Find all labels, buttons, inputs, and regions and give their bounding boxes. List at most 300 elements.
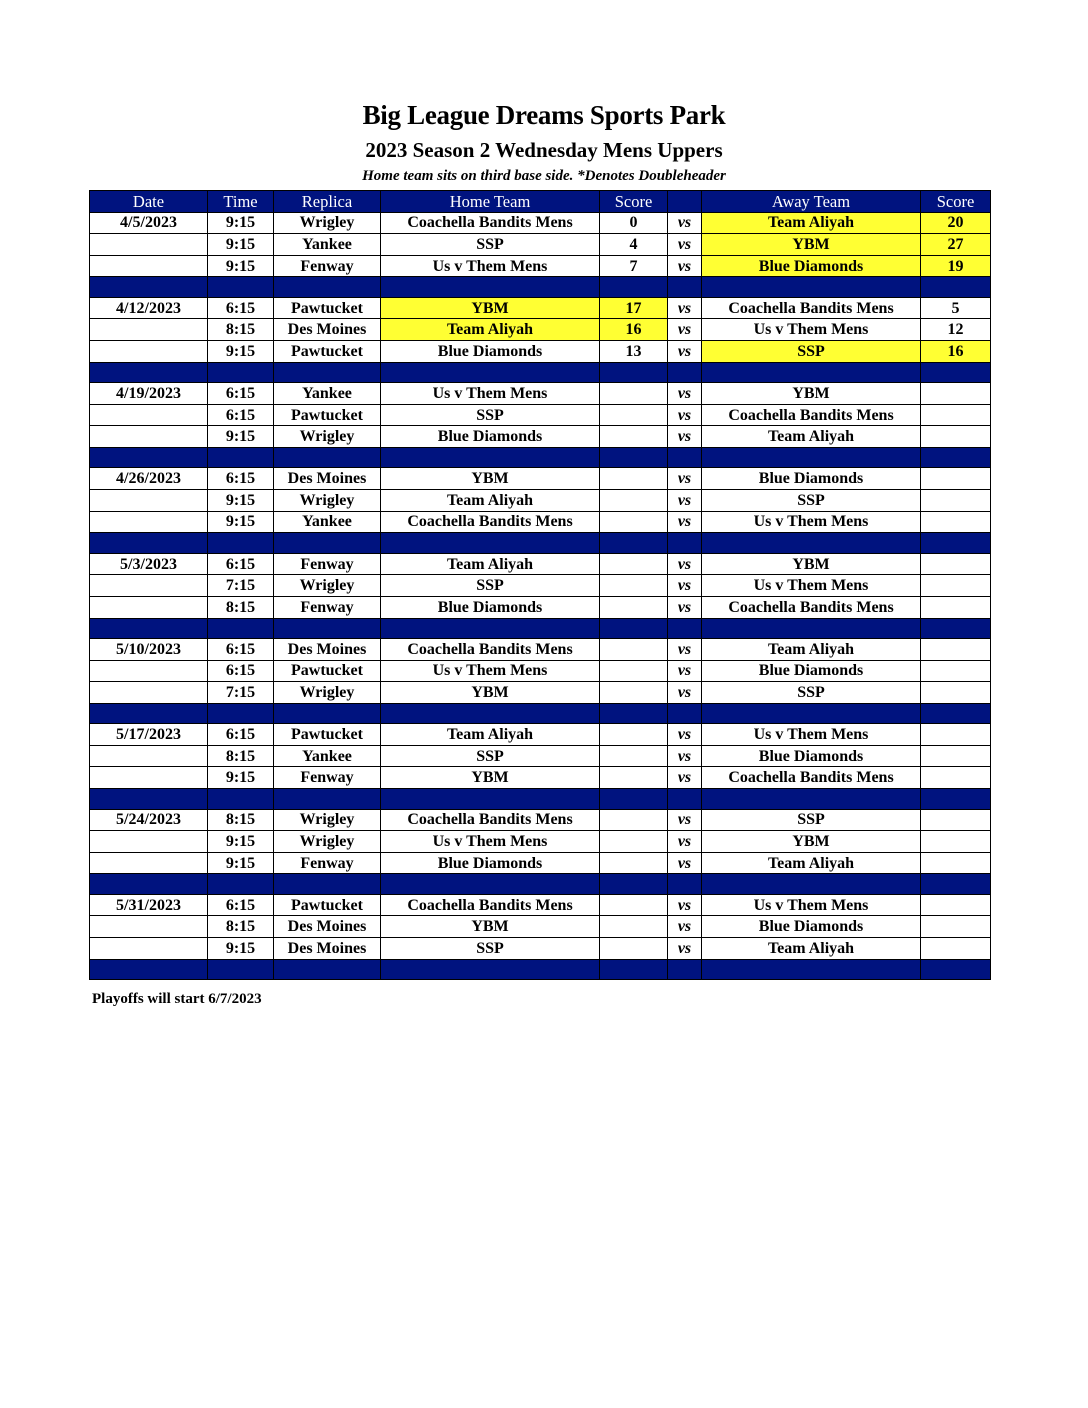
separator-cell: [600, 874, 668, 895]
game-time: 9:15: [208, 767, 274, 789]
home-score: 7: [600, 255, 668, 277]
away-team: Coachella Bandits Mens: [702, 767, 921, 789]
game-row: [90, 297, 991, 319]
home-score: [600, 426, 668, 448]
home-team: Us v Them Mens: [381, 255, 600, 277]
vs-label: vs: [668, 468, 702, 490]
game-field: Fenway: [274, 553, 381, 575]
away-score: [921, 682, 991, 704]
game-field: Fenway: [274, 852, 381, 874]
away-score: [921, 639, 991, 661]
game-row: [90, 575, 991, 597]
game-time: 9:15: [208, 511, 274, 533]
home-score: [600, 639, 668, 661]
separator-cell: [274, 874, 381, 895]
vs-label: vs: [668, 767, 702, 789]
game-time: 9:15: [208, 938, 274, 960]
away-team: Team Aliyah: [702, 852, 921, 874]
away-team: Us v Them Mens: [702, 894, 921, 916]
game-time: 9:15: [208, 234, 274, 256]
home-team: Blue Diamonds: [381, 426, 600, 448]
separator-cell: [381, 533, 600, 554]
home-team: SSP: [381, 745, 600, 767]
vs-label: vs: [668, 894, 702, 916]
game-field: Wrigley: [274, 426, 381, 448]
separator-cell: [90, 533, 208, 554]
away-team: SSP: [702, 682, 921, 704]
separator-cell: [702, 789, 921, 810]
game-row: [90, 511, 991, 533]
game-time: 8:15: [208, 319, 274, 341]
separator-cell: [90, 874, 208, 895]
vs-label: vs: [668, 745, 702, 767]
away-score: [921, 724, 991, 746]
separator-cell: [208, 533, 274, 554]
separator-cell: [274, 277, 381, 298]
game-time: 9:15: [208, 341, 274, 363]
home-team: Coachella Bandits Mens: [381, 809, 600, 831]
separator-cell: [668, 959, 702, 980]
separator-cell: [921, 959, 991, 980]
separator-cell: [702, 533, 921, 554]
game-row: [90, 383, 991, 405]
home-score: [600, 660, 668, 682]
separator-cell: [90, 362, 208, 383]
game-date: [90, 511, 208, 533]
game-row: [90, 212, 991, 234]
home-score: [600, 767, 668, 789]
separator-cell: [600, 789, 668, 810]
home-team: Blue Diamonds: [381, 341, 600, 363]
game-field: Wrigley: [274, 575, 381, 597]
away-score: [921, 660, 991, 682]
game-row: [90, 831, 991, 853]
game-date: 5/10/2023: [90, 639, 208, 661]
game-date: [90, 916, 208, 938]
separator-cell: [668, 703, 702, 724]
vs-label: vs: [668, 831, 702, 853]
away-score: [921, 490, 991, 512]
col-header-home-team: Home Team: [381, 191, 600, 213]
game-field: Pawtucket: [274, 660, 381, 682]
game-row: [90, 468, 991, 490]
game-row: [90, 852, 991, 874]
home-score: 16: [600, 319, 668, 341]
game-field: Fenway: [274, 767, 381, 789]
separator-cell: [600, 618, 668, 639]
home-team: SSP: [381, 575, 600, 597]
away-team: Us v Them Mens: [702, 319, 921, 341]
game-date: [90, 319, 208, 341]
schedule-note: Home team sits on third base side. *Denotes Doubleheader: [362, 168, 726, 184]
away-score: [921, 404, 991, 426]
separator-cell: [600, 533, 668, 554]
separator-cell: [90, 618, 208, 639]
game-time: 8:15: [208, 596, 274, 618]
home-team: Us v Them Mens: [381, 383, 600, 405]
game-row: [90, 404, 991, 426]
separator-cell: [381, 362, 600, 383]
game-field: Wrigley: [274, 809, 381, 831]
game-date: [90, 234, 208, 256]
away-team: Coachella Bandits Mens: [702, 297, 921, 319]
home-team: Coachella Bandits Mens: [381, 639, 600, 661]
separator-cell: [274, 959, 381, 980]
game-time: 8:15: [208, 745, 274, 767]
home-score: 13: [600, 341, 668, 363]
separator-cell: [921, 362, 991, 383]
game-row: [90, 724, 991, 746]
col-header-away-team: Away Team: [702, 191, 921, 213]
game-time: 9:15: [208, 852, 274, 874]
vs-label: vs: [668, 852, 702, 874]
col-header-away-score: Score: [921, 191, 991, 213]
game-field: Yankee: [274, 383, 381, 405]
home-team: SSP: [381, 938, 600, 960]
separator-cell: [274, 447, 381, 468]
week-separator: [90, 789, 991, 810]
separator-cell: [208, 362, 274, 383]
vs-label: vs: [668, 639, 702, 661]
game-time: 9:15: [208, 831, 274, 853]
separator-cell: [668, 533, 702, 554]
home-team: Blue Diamonds: [381, 596, 600, 618]
separator-cell: [274, 618, 381, 639]
game-time: 8:15: [208, 916, 274, 938]
home-score: 0: [600, 212, 668, 234]
home-team: YBM: [381, 767, 600, 789]
home-team: SSP: [381, 234, 600, 256]
separator-cell: [381, 618, 600, 639]
away-score: [921, 426, 991, 448]
week-separator: [90, 703, 991, 724]
game-time: 6:15: [208, 894, 274, 916]
away-score: 12: [921, 319, 991, 341]
vs-label: vs: [668, 916, 702, 938]
separator-cell: [208, 703, 274, 724]
home-score: [600, 831, 668, 853]
separator-cell: [90, 959, 208, 980]
separator-cell: [668, 618, 702, 639]
home-team: YBM: [381, 682, 600, 704]
game-time: 6:15: [208, 553, 274, 575]
week-separator: [90, 874, 991, 895]
game-date: [90, 404, 208, 426]
week-separator: [90, 618, 991, 639]
separator-cell: [702, 277, 921, 298]
away-team: YBM: [702, 553, 921, 575]
game-row: [90, 894, 991, 916]
away-score: [921, 767, 991, 789]
home-team: Us v Them Mens: [381, 831, 600, 853]
week-separator: [90, 362, 991, 383]
home-score: 4: [600, 234, 668, 256]
game-time: 6:15: [208, 724, 274, 746]
away-score: [921, 831, 991, 853]
game-date: [90, 575, 208, 597]
game-time: 8:15: [208, 809, 274, 831]
away-score: 5: [921, 297, 991, 319]
game-row: [90, 341, 991, 363]
separator-cell: [600, 277, 668, 298]
home-team: Team Aliyah: [381, 553, 600, 575]
week-separator: [90, 277, 991, 298]
away-team: Us v Them Mens: [702, 724, 921, 746]
game-date: [90, 682, 208, 704]
game-field: Wrigley: [274, 490, 381, 512]
game-date: [90, 745, 208, 767]
vs-label: vs: [668, 212, 702, 234]
week-separator: [90, 533, 991, 554]
game-time: 6:15: [208, 660, 274, 682]
separator-cell: [208, 618, 274, 639]
vs-label: vs: [668, 383, 702, 405]
home-team: Blue Diamonds: [381, 852, 600, 874]
away-team: SSP: [702, 809, 921, 831]
col-header-date: Date: [90, 191, 208, 213]
game-time: 9:15: [208, 426, 274, 448]
vs-label: vs: [668, 553, 702, 575]
game-time: 6:15: [208, 639, 274, 661]
separator-cell: [921, 789, 991, 810]
game-time: 6:15: [208, 468, 274, 490]
game-row: [90, 426, 991, 448]
schedule-body: [90, 212, 991, 980]
separator-cell: [668, 277, 702, 298]
home-team: Coachella Bandits Mens: [381, 212, 600, 234]
game-date: [90, 938, 208, 960]
game-date: 4/12/2023: [90, 297, 208, 319]
vs-label: vs: [668, 575, 702, 597]
game-field: Des Moines: [274, 319, 381, 341]
separator-cell: [702, 874, 921, 895]
vs-label: vs: [668, 341, 702, 363]
game-time: 6:15: [208, 404, 274, 426]
page-title: Big League Dreams Sports Park: [362, 100, 726, 130]
away-team: Coachella Bandits Mens: [702, 596, 921, 618]
home-score: [600, 468, 668, 490]
game-field: Pawtucket: [274, 297, 381, 319]
game-row: [90, 596, 991, 618]
separator-cell: [600, 959, 668, 980]
away-score: [921, 938, 991, 960]
game-date: 4/5/2023: [90, 212, 208, 234]
away-team: Blue Diamonds: [702, 468, 921, 490]
home-score: [600, 553, 668, 575]
col-header-home-score: Score: [600, 191, 668, 213]
separator-cell: [90, 277, 208, 298]
away-score: 27: [921, 234, 991, 256]
separator-cell: [274, 703, 381, 724]
vs-label: vs: [668, 490, 702, 512]
col-header-replica: Replica: [274, 191, 381, 213]
game-date: 4/26/2023: [90, 468, 208, 490]
home-team: Coachella Bandits Mens: [381, 894, 600, 916]
separator-cell: [208, 789, 274, 810]
separator-cell: [208, 447, 274, 468]
separator-cell: [208, 874, 274, 895]
away-team: YBM: [702, 831, 921, 853]
away-team: Team Aliyah: [702, 426, 921, 448]
separator-cell: [274, 362, 381, 383]
separator-cell: [668, 447, 702, 468]
separator-cell: [381, 447, 600, 468]
away-team: Us v Them Mens: [702, 575, 921, 597]
game-field: Des Moines: [274, 468, 381, 490]
separator-cell: [921, 703, 991, 724]
game-date: [90, 426, 208, 448]
game-time: 9:15: [208, 212, 274, 234]
separator-cell: [668, 789, 702, 810]
vs-label: vs: [668, 938, 702, 960]
game-row: [90, 255, 991, 277]
separator-cell: [381, 789, 600, 810]
game-date: 4/19/2023: [90, 383, 208, 405]
col-header-time: Time: [208, 191, 274, 213]
game-field: Des Moines: [274, 938, 381, 960]
game-date: [90, 596, 208, 618]
home-score: 17: [600, 297, 668, 319]
away-score: [921, 553, 991, 575]
home-score: [600, 809, 668, 831]
game-field: Des Moines: [274, 639, 381, 661]
away-team: Blue Diamonds: [702, 660, 921, 682]
away-team: YBM: [702, 383, 921, 405]
game-row: [90, 490, 991, 512]
game-time: 9:15: [208, 255, 274, 277]
away-score: [921, 809, 991, 831]
col-header-vs: [668, 191, 702, 213]
home-score: [600, 724, 668, 746]
separator-cell: [600, 362, 668, 383]
separator-cell: [90, 789, 208, 810]
header-row: [90, 191, 991, 213]
separator-cell: [381, 703, 600, 724]
game-date: 5/31/2023: [90, 894, 208, 916]
vs-label: vs: [668, 234, 702, 256]
game-row: [90, 916, 991, 938]
away-team: Team Aliyah: [702, 639, 921, 661]
separator-cell: [208, 277, 274, 298]
home-team: Team Aliyah: [381, 319, 600, 341]
separator-cell: [600, 447, 668, 468]
game-date: [90, 490, 208, 512]
home-score: [600, 596, 668, 618]
separator-cell: [90, 447, 208, 468]
away-score: [921, 383, 991, 405]
separator-cell: [921, 618, 991, 639]
game-field: Wrigley: [274, 831, 381, 853]
away-team: Team Aliyah: [702, 212, 921, 234]
home-team: YBM: [381, 468, 600, 490]
away-score: [921, 468, 991, 490]
home-score: [600, 852, 668, 874]
game-field: Yankee: [274, 745, 381, 767]
separator-cell: [668, 874, 702, 895]
separator-cell: [90, 703, 208, 724]
game-row: [90, 660, 991, 682]
home-team: YBM: [381, 297, 600, 319]
game-time: 6:15: [208, 297, 274, 319]
separator-cell: [668, 362, 702, 383]
separator-cell: [702, 362, 921, 383]
away-score: [921, 852, 991, 874]
game-date: [90, 831, 208, 853]
home-score: [600, 490, 668, 512]
vs-label: vs: [668, 724, 702, 746]
game-field: Wrigley: [274, 212, 381, 234]
separator-cell: [381, 874, 600, 895]
home-team: Team Aliyah: [381, 724, 600, 746]
game-time: 7:15: [208, 575, 274, 597]
vs-label: vs: [668, 297, 702, 319]
game-date: 5/17/2023: [90, 724, 208, 746]
away-score: [921, 575, 991, 597]
home-score: [600, 916, 668, 938]
away-score: [921, 745, 991, 767]
game-date: 5/3/2023: [90, 553, 208, 575]
separator-cell: [600, 703, 668, 724]
away-team: Team Aliyah: [702, 938, 921, 960]
separator-cell: [381, 277, 600, 298]
vs-label: vs: [668, 660, 702, 682]
game-date: 5/24/2023: [90, 809, 208, 831]
game-field: Pawtucket: [274, 404, 381, 426]
away-score: [921, 894, 991, 916]
vs-label: vs: [668, 511, 702, 533]
game-row: [90, 553, 991, 575]
home-score: [600, 745, 668, 767]
game-field: Wrigley: [274, 682, 381, 704]
vs-label: vs: [668, 682, 702, 704]
game-date: [90, 767, 208, 789]
game-time: 6:15: [208, 383, 274, 405]
vs-label: vs: [668, 404, 702, 426]
away-score: 19: [921, 255, 991, 277]
page-subtitle: 2023 Season 2 Wednesday Mens Uppers: [365, 138, 723, 162]
away-score: [921, 596, 991, 618]
game-date: [90, 852, 208, 874]
home-score: [600, 383, 668, 405]
schedule-table: [89, 190, 991, 980]
separator-cell: [702, 703, 921, 724]
separator-cell: [274, 789, 381, 810]
home-team: SSP: [381, 404, 600, 426]
separator-cell: [274, 533, 381, 554]
playoffs-note: Playoffs will start 6/7/2023: [92, 991, 262, 1007]
separator-cell: [208, 959, 274, 980]
home-score: [600, 575, 668, 597]
game-row: [90, 319, 991, 341]
home-score: [600, 511, 668, 533]
home-team: YBM: [381, 916, 600, 938]
game-field: Yankee: [274, 511, 381, 533]
game-field: Pawtucket: [274, 341, 381, 363]
vs-label: vs: [668, 426, 702, 448]
home-team: Team Aliyah: [381, 490, 600, 512]
week-separator: [90, 959, 991, 980]
vs-label: vs: [668, 596, 702, 618]
separator-cell: [702, 447, 921, 468]
away-score: 16: [921, 341, 991, 363]
away-score: [921, 916, 991, 938]
game-field: Fenway: [274, 596, 381, 618]
away-team: Us v Them Mens: [702, 511, 921, 533]
separator-cell: [921, 447, 991, 468]
game-row: [90, 745, 991, 767]
vs-label: vs: [668, 255, 702, 277]
vs-label: vs: [668, 809, 702, 831]
